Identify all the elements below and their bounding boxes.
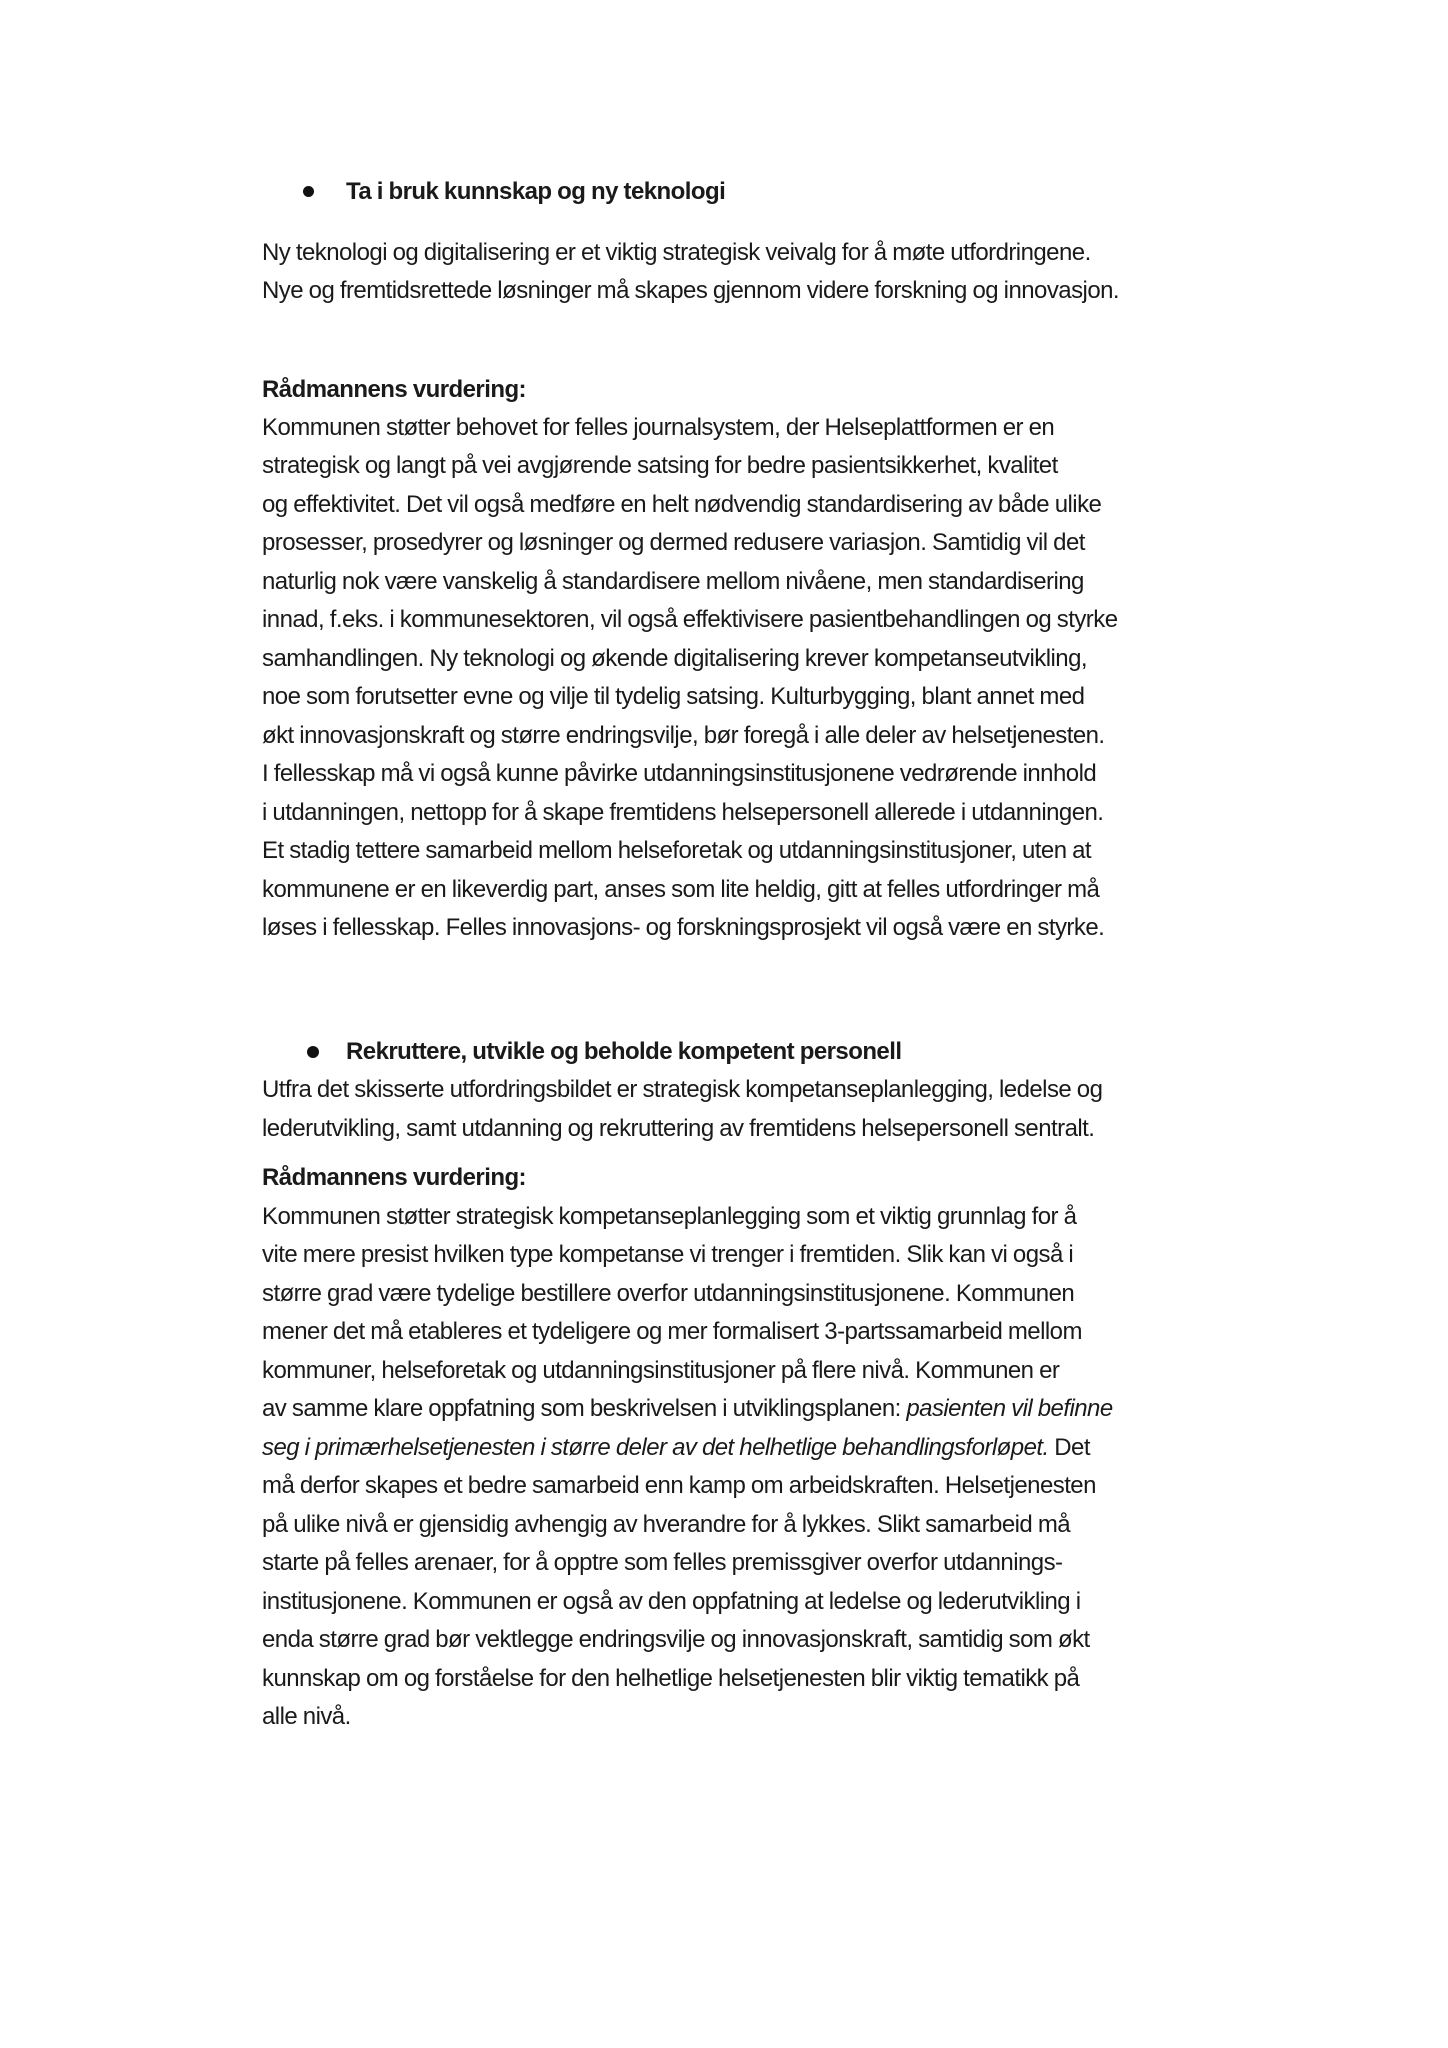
quote-prefix: av samme klare oppfatning som beskrivelsen i utviklingsplanen: xyxy=(262,1395,907,1422)
paragraph-line: mener det må etableres et tydeligere og mer formalisert 3-partssamarbeid mellom xyxy=(262,1318,1082,1345)
section-heading-technology: Ta i bruk kunnskap og ny teknologi xyxy=(346,178,726,205)
paragraph-line: økt innovasjonskraft og større endringsvilje, bør foregå i alle deler av helsetjenesten. xyxy=(262,722,1105,749)
section-heading-recruitment: Rekruttere, utvikle og beholde kompetent personell xyxy=(346,1038,902,1065)
paragraph-line: kunnskap om og forståelse for den helhetlige helsetjenesten blir viktig tematikk på xyxy=(262,1665,1080,1692)
paragraph-line-with-quote xyxy=(262,1394,1113,1424)
bullet-icon xyxy=(303,186,314,197)
paragraph-line-with-quote xyxy=(262,1433,1090,1463)
quoted-text: pasienten vil befinne xyxy=(906,1395,1113,1422)
paragraph-line: på ulike nivå er gjensidig avhengig av hverandre for å lykkes. Slikt samarbeid må xyxy=(262,1511,1071,1538)
bullet-icon xyxy=(307,1046,319,1058)
paragraph-line: større grad være tydelige bestillere overfor utdanningsinstitusjonene. Kommunen xyxy=(262,1280,1075,1307)
paragraph-line: noe som forutsetter evne og vilje til tydelig satsing. Kulturbygging, blant annet med xyxy=(262,683,1085,710)
paragraph-line: løses i fellesskap. Felles innovasjons- og forskningsprosjekt vil også være en styrke. xyxy=(262,914,1105,941)
paragraph-line: Kommunen støtter strategisk kompetanseplanlegging som et viktig grunnlag for å xyxy=(262,1203,1077,1230)
paragraph-line: enda større grad bør vektlegge endringsvilje og innovasjonskraft, samtidig som økt xyxy=(262,1626,1090,1653)
paragraph-line: Ny teknologi og digitalisering er et viktig strategisk veivalg for å møte utfordringene. xyxy=(262,239,1091,266)
paragraph-line: prosesser, prosedyrer og løsninger og dermed redusere variasjon. Samtidig vil det xyxy=(262,529,1085,556)
paragraph-line: Et stadig tettere samarbeid mellom helseforetak og utdanningsinstitusjoner, uten at xyxy=(262,837,1092,864)
paragraph-line: Utfra det skisserte utfordringsbildet er strategisk kompetanseplanlegging, ledelse og xyxy=(262,1076,1103,1103)
paragraph-line: innad, f.eks. i kommunesektoren, vil også effektivisere pasientbehandlingen og styrke xyxy=(262,606,1118,633)
paragraph-line: alle nivå. xyxy=(262,1703,351,1730)
paragraph-line: i utdanningen, nettopp for å skape fremtidens helsepersonell allerede i utdanningen. xyxy=(262,799,1104,826)
paragraph-line: strategisk og langt på vei avgjørende satsing for bedre pasientsikkerhet, kvalitet xyxy=(262,452,1058,479)
paragraph-line: og effektivitet. Det vil også medføre en helt nødvendig standardisering av både ulike xyxy=(262,491,1102,518)
quoted-text: seg i primærhelsetjenesten i større deler av det helhetlige behandlingsforløpet. xyxy=(262,1434,1049,1461)
paragraph-line: I fellesskap må vi også kunne påvirke utdanningsinstitusjonene vedrørende innhold xyxy=(262,760,1097,787)
paragraph-line: kommunene er en likeverdig part, anses som lite heldig, gitt at felles utfordringer må xyxy=(262,876,1100,903)
paragraph-line: institusjonene. Kommunen er også av den oppfatning at ledelse og lederutvikling i xyxy=(262,1588,1081,1615)
paragraph-line: naturlig nok være vanskelig å standardisere mellom nivåene, men standardisering xyxy=(262,568,1084,595)
paragraph-line: kommuner, helseforetak og utdanningsinstitusjoner på flere nivå. Kommunen er xyxy=(262,1357,1060,1384)
paragraph-line: samhandlingen. Ny teknologi og økende digitalisering krever kompetanseutvikling, xyxy=(262,645,1087,672)
paragraph-line: starte på felles arenaer, for å opptre som felles premissgiver overfor utdannings- xyxy=(262,1549,1063,1576)
paragraph-line: lederutvikling, samt utdanning og rekruttering av fremtidens helsepersonell sentralt. xyxy=(262,1115,1095,1142)
assessment-heading: Rådmannens vurdering: xyxy=(262,376,526,403)
paragraph-line: Nye og fremtidsrettede løsninger må skapes gjennom videre forskning og innovasjon. xyxy=(262,277,1120,304)
paragraph-line: vite mere presist hvilken type kompetanse vi trenger i fremtiden. Slik kan vi også i xyxy=(262,1241,1074,1268)
quote-suffix: Det xyxy=(1048,1434,1090,1461)
assessment-heading: Rådmannens vurdering: xyxy=(262,1164,526,1191)
paragraph-line: Kommunen støtter behovet for felles journalsystem, der Helseplattformen er en xyxy=(262,414,1055,441)
paragraph-line: må derfor skapes et bedre samarbeid enn kamp om arbeidskraften. Helsetjenesten xyxy=(262,1472,1096,1499)
